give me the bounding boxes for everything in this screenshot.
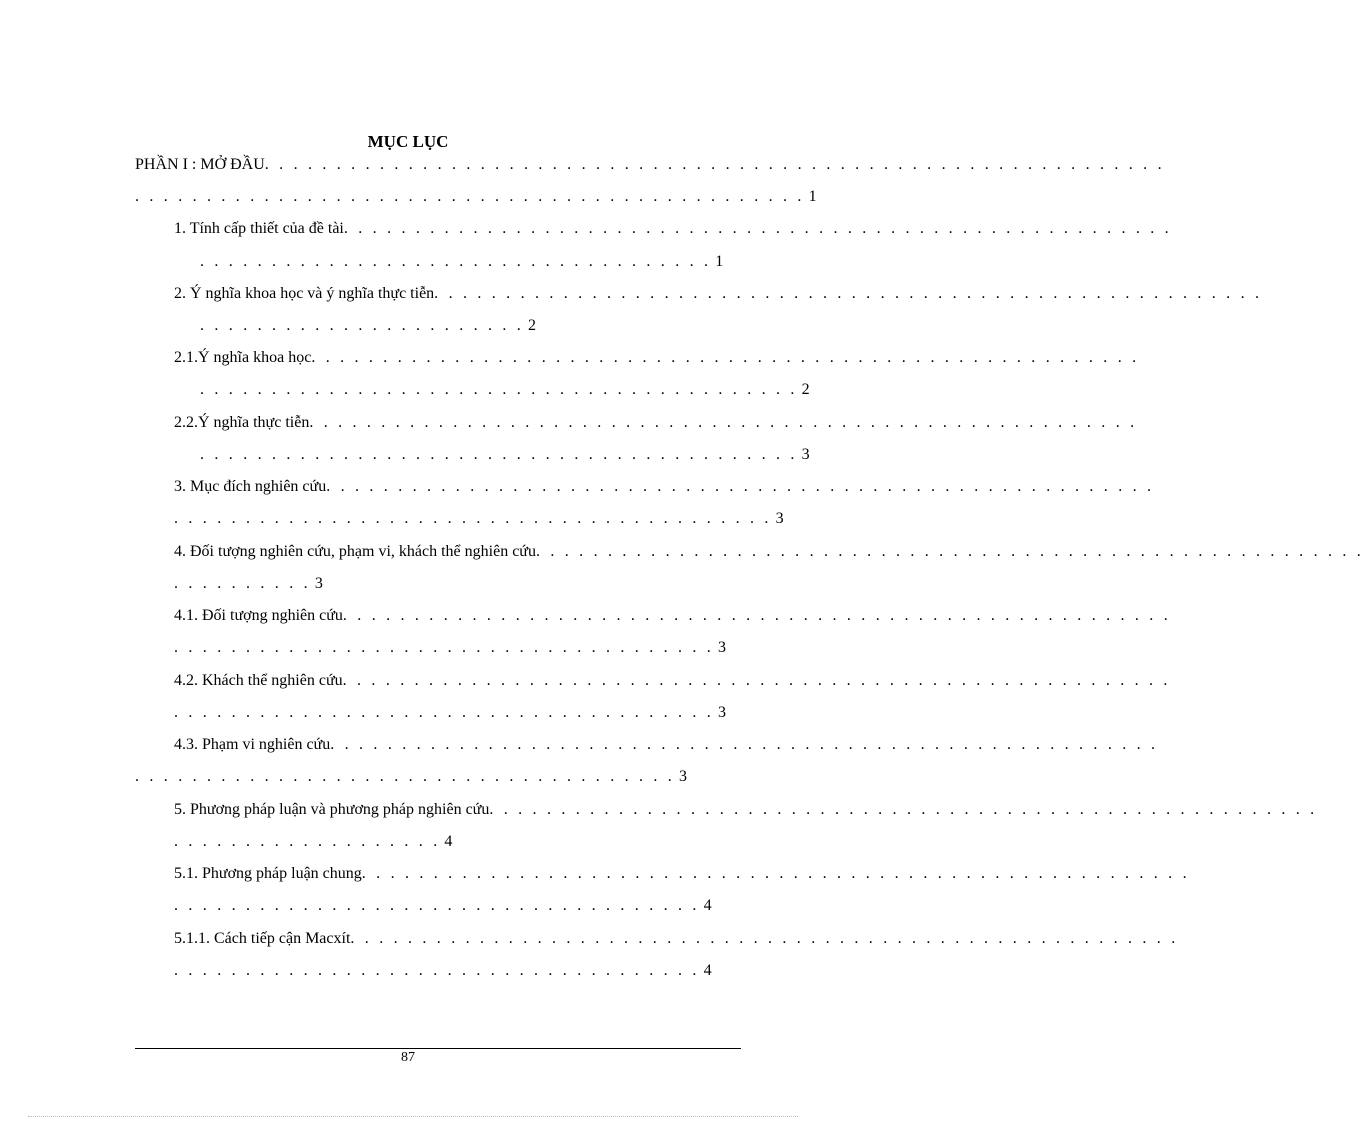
page-title: MỤC LỤC xyxy=(367,132,449,151)
toc-entry-label: 5.1. Phương pháp luận chung xyxy=(174,865,362,882)
toc-entry-label: 4.3. Phạm vi nghiên cứu xyxy=(174,736,331,753)
toc-entry-page: 4 xyxy=(703,897,712,914)
toc-entry-page: 1 xyxy=(715,253,724,270)
toc-entry-label: 3. Mục đích nghiên cứu xyxy=(174,478,327,495)
toc-entry-label: 4. Đối tượng nghiên cứu, phạm vi, khách thể nghiên cứu xyxy=(174,543,536,560)
toc-entry-label: 2. Ý nghĩa khoa học và ý nghĩa thực tiễn xyxy=(174,285,435,302)
toc-entry-page: 3 xyxy=(801,446,810,463)
toc-entry-page: 2 xyxy=(801,381,810,398)
toc-entry-page: 3 xyxy=(314,575,323,592)
toc-entry-page: 3 xyxy=(718,704,726,721)
page-bottom-border xyxy=(28,1116,798,1117)
toc-entry-page: 4 xyxy=(444,833,453,850)
toc-entry-label: 1. Tính cấp thiết của đề tài xyxy=(174,220,344,237)
toc-entry-label: 2.1.Ý nghĩa khoa học xyxy=(174,349,312,366)
footer-rule xyxy=(135,1048,741,1049)
toc-entry-label: 2.2.Ý nghĩa thực tiễn xyxy=(174,414,310,431)
toc-entry-label: 4.1. Đối tượng nghiên cứu xyxy=(174,607,343,624)
toc-entry-page: 3 xyxy=(775,510,784,527)
toc-entry-page: 1 xyxy=(808,188,817,205)
page-number: 87 xyxy=(401,1050,415,1065)
toc-entry-label: 5.1.1. Cách tiếp cận Macxít xyxy=(174,930,351,947)
toc-entry-label: 5. Phương pháp luận và phương pháp nghiên cứu xyxy=(174,801,490,818)
toc-entry-page: 2 xyxy=(528,317,536,334)
toc-entry-label: PHẦN I : MỞ ĐẦU xyxy=(135,156,265,173)
toc-entry-page: 3 xyxy=(718,639,726,656)
toc-entry-page: 3 xyxy=(679,768,687,785)
toc-entry-page: 4 xyxy=(703,962,712,979)
toc-entry-label: 4.2. Khách thể nghiên cứu xyxy=(174,672,343,689)
